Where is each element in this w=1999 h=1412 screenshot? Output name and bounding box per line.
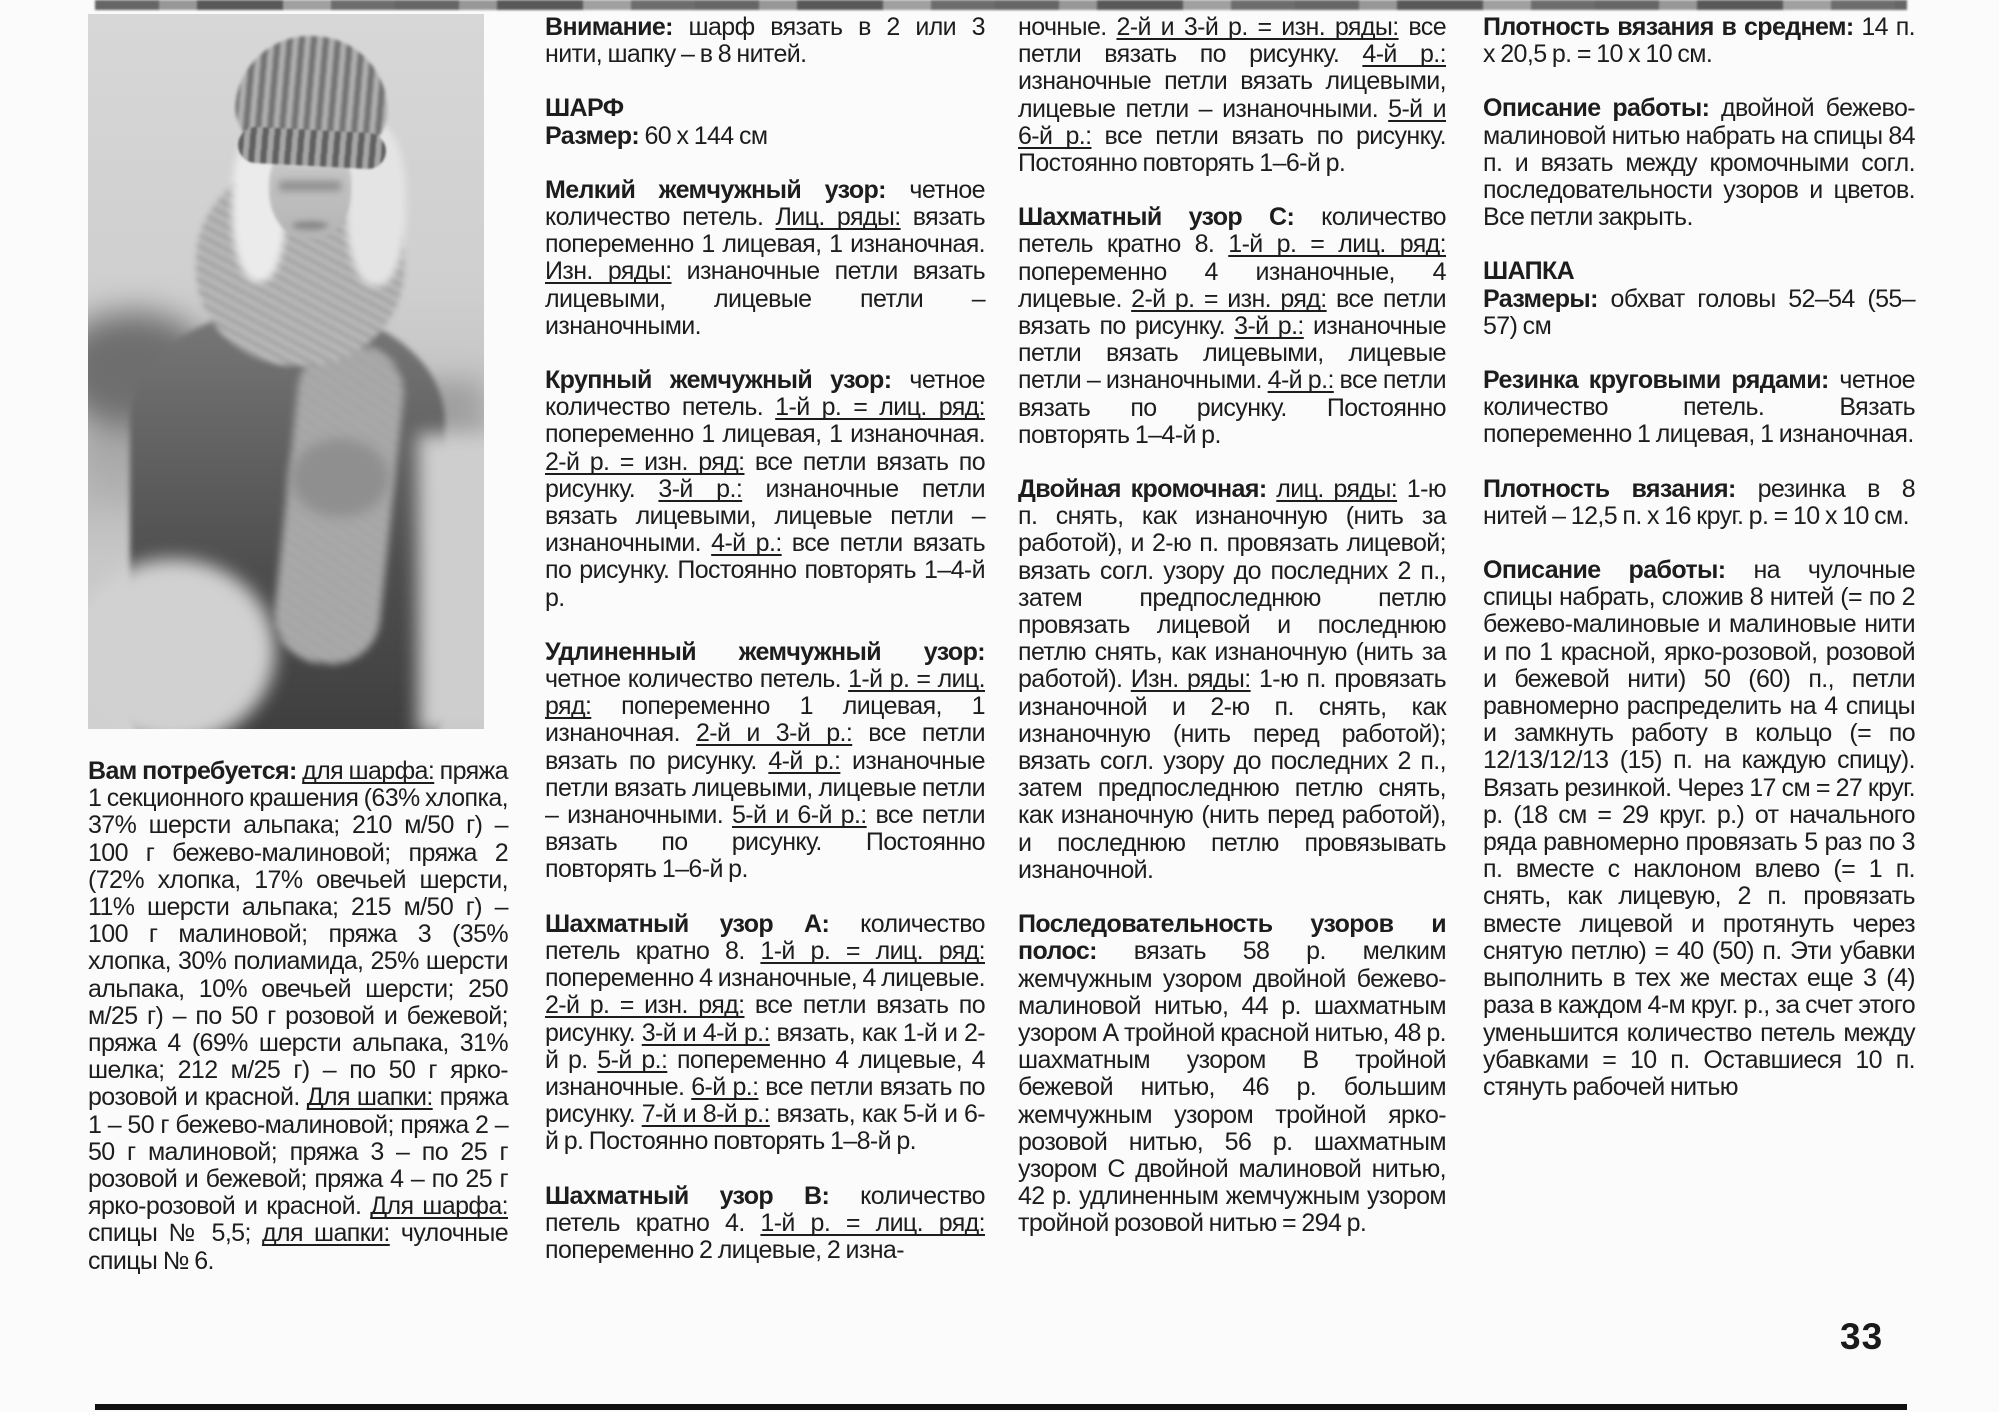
body-text: вязать, как 1-й и 2-й р. <box>545 1018 986 1074</box>
top-edge-strip <box>95 0 1907 10</box>
paragraph <box>1018 911 1446 1237</box>
bold-text: Плотность вязания: <box>1483 474 1758 503</box>
bold-text: Мелкий жемчужный узор: <box>545 175 910 204</box>
underlined-text: 3-й и 4-й р.: <box>641 1018 770 1047</box>
body-text: изнаночные петли вязать лицевыми, лицевые петли – изнаночными. <box>545 474 985 558</box>
bold-text: Вам потребуется: <box>88 757 303 785</box>
underlined-text: Для шапки: <box>306 1083 433 1112</box>
body-text: попеременно 1 лицевая, 1 изнаночная. <box>545 420 985 449</box>
photo-hands <box>291 439 389 517</box>
body-text: все петли вязать по рисунку. <box>1018 14 1446 69</box>
underlined-text: Изн. ряды: <box>1130 665 1251 694</box>
body-text: шарф вязать в 2 или 3 нити, шапку – в 8 нитей. <box>545 14 985 69</box>
underlined-text: 1-й р. = лиц. ряд: <box>1228 230 1447 259</box>
body-text: изнаночные петли вязать лицевыми, лицевые петли – изнаночными. <box>545 257 985 340</box>
bold-text: Двойная кромочная: <box>1018 475 1277 504</box>
body-text: количество петель кратно 8. <box>1018 203 1446 259</box>
bold-text: Удлиненный жемчужный узор: <box>545 637 985 666</box>
body-text: все петли вязать по рисунку. <box>1018 284 1446 341</box>
underlined-text: 6-й р.: <box>691 1072 759 1101</box>
underlined-text: 4-й р.: <box>768 746 841 775</box>
paragraph <box>545 95 985 149</box>
underlined-text: 4-й р.: <box>1267 366 1334 395</box>
underlined-text: 2-й р. = изн. ряд: <box>545 447 745 476</box>
photo-pants <box>418 434 484 729</box>
body-text: все петли вязать по рисунку. <box>545 991 985 1047</box>
body-text: все петли вязать по рисунку. Постоянно повторять 1–6-й р. <box>545 801 985 884</box>
bold-text: Шахматный узор В: <box>545 1181 861 1210</box>
paragraph <box>1483 557 1915 1101</box>
column-1 <box>88 14 508 1412</box>
column-2 <box>545 14 985 1412</box>
body-text: вязать 58 р. мелким жемчужным узором двойной бежево-малиновой нитью, 44 р. шахматным узором А тройной красной нитью, 48 р. шахматным узором В тройной бежевой нитью, 46 р. большим жемчужным узором тройной ярко-розовой нитью, 56 р. шахматным узором С двойной малиновой нитью, 42 р. удлиненным жемчужным узором тройной розовой нитью = 294 р. <box>1018 937 1446 1238</box>
body-text: обхват головы 52–54 (55–57) см <box>1483 284 1916 340</box>
body-text: попеременно 4 изнаночные, 4 лицевые. <box>545 964 985 993</box>
body-text: пряжа 1 секционного крашения (63% хлопка, 37% шерсти альпака; 210 м/50 г) – 100 г бежево-малиновой; пряжа 2 (72% хлопка, 17% овечьей шерсти, 11% шерсти альпака; 215 м/50 г) – 100 г малиновой; пряжа 3 (35% хлопка, 30% полиамида, 25% шерсти альпака, 10% овечьей шерсти; 250 м/25 г) – по 50 г розовой и бежевой; пряжа 4 (69% шерсти альпака, 31% шелка; 212 м/25 г) – по 50 г ярко-розовой и красной. <box>88 757 508 1112</box>
bold-text: Шахматный узор А: <box>545 909 861 938</box>
bold-text: Внимание: <box>545 14 689 41</box>
body-text: попеременно 4 изнаночные, 4 лицевые. <box>1018 257 1446 313</box>
body-text: вязать попеременно 1 лицевая, 1 изнаночная. <box>545 203 986 259</box>
underlined-text: для шарфа: <box>302 757 435 785</box>
body-text: попеременно 2 лицевые, 2 изна- <box>545 1235 904 1264</box>
paragraph <box>1483 14 1915 68</box>
body-text: изнаночные петли вязать лицевыми, лицевые петли – изнаночными. <box>1018 67 1446 123</box>
bold-text: ШАПКА <box>1483 257 1575 286</box>
underlined-text: 4-й р.: <box>1362 40 1446 69</box>
body-text: 1-ю п. провязать изнаночной и 2-ю п. снять, как изнаночную (нить перед работой); вязать согл. узору до последних 2 п., затем предпоследнюю петлю снять, как изнаночную (нить перед работой), и последнюю петлю провязывать изнаночной. <box>1018 665 1446 884</box>
body-text: ночные. <box>1018 14 1117 41</box>
body-text: 60 х 144 см <box>644 121 768 150</box>
bold-text: Крупный жемчужный узор: <box>545 366 910 395</box>
column-4 <box>1483 14 1915 1412</box>
body-text: попеременно 4 лицевые, 4 изнаночные. <box>545 1045 985 1101</box>
body-text: чулочные спицы № 6. <box>88 1219 508 1275</box>
paragraph <box>1018 204 1446 449</box>
body-text: на чулочные спицы набрать, сложив 8 нитей (= по 2 бежево-малиновые и малиновые нити и по 1 красной, ярко-розовой, розовой и бежевой нити) 50 (60) п., петли равномерно распределить на 4 спицы и замкнуть работу в кольцо (= по 12/13/12/13 (15) п. на каждую спицу). Вязать резинкой. Через 17 см = 27 круг. р. (18 см = 29 круг. р.) от начального ряда равномерно провязать 5 раз по 3 п. вместе с наклоном влево (= 1 п. снять, как лицевую, 2 п. провязать вместе лицевой и протянуть через снятую петлю) = 40 (50) п. Эти убавки выполнить в тех же местах еще 3 (4) раза в каждом 4-м круг. р., за счет этого уменьшится количество петель между убавками = 10 п. Оставшиеся 10 п. стянуть рабочей нитью <box>1483 556 1915 1101</box>
paragraph <box>545 177 985 340</box>
underlined-text: 2-й и 3-й р. = изн. ряды: <box>1116 14 1399 41</box>
column-1-text <box>88 758 508 1275</box>
model-photo <box>88 14 484 729</box>
body-text: все петли вязать по рисунку. Постоянно повторять 1–4-й р. <box>545 529 985 612</box>
bold-text: Шахматный узор С: <box>1018 203 1322 232</box>
underlined-text: 7-й и 8-й р.: <box>641 1100 770 1129</box>
body-text: все петли вязать по рисунку. Постоянно повторять 1–6-й р. <box>1018 121 1446 178</box>
body-text: четное количество петель. <box>545 665 849 694</box>
page-content <box>88 14 1918 1412</box>
body-text: все петли вязать по рисунку. <box>545 1072 985 1129</box>
underlined-text: 3-й р.: <box>658 474 743 503</box>
body-text: четное количество петель. <box>545 366 985 422</box>
body-text: все петли вязать по рисунку. <box>545 719 986 775</box>
paragraph <box>545 367 985 612</box>
bottom-rule <box>95 1404 1907 1410</box>
bold-text: Последовательность узоров и полос: <box>1018 910 1446 966</box>
underlined-text: 5-й р.: <box>597 1045 668 1074</box>
bold-text: Описание работы: <box>1483 94 1722 123</box>
underlined-text: лиц. ряды: <box>1276 475 1398 504</box>
body-text: попеременно 1 лицевая, 1 изнаночная. <box>545 692 985 748</box>
body-text: все петли вязать по рисунку. <box>545 447 985 503</box>
body-text: четное количество петель. Вязать попеременно 1 лицевая, 1 изнаночная. <box>1483 366 1915 449</box>
body-text: спицы № 5,5; <box>88 1219 262 1248</box>
bold-text: Размер: <box>545 121 645 150</box>
body-text: количество петель кратно 4. <box>545 1181 985 1237</box>
body-text: количество петель кратно 8. <box>545 909 985 965</box>
paragraph <box>1483 367 1915 449</box>
body-text: двойной бежево-малиновой нитью набрать на спицы 84 п. и вязать между кромочными согл. последовательности узоров и цветов. Все петли закрыть. <box>1483 94 1915 232</box>
paragraph <box>1483 95 1915 231</box>
paragraph <box>88 758 508 1275</box>
paragraph <box>1483 258 1915 340</box>
bold-text: Плотность вязания в среднем: <box>1483 14 1862 41</box>
body-text: изнаночные петли вязать лицевыми, лицевые петли – изнаночными. <box>545 746 985 830</box>
underlined-text: 2-й и 3-й р.: <box>695 719 853 748</box>
underlined-text: Изн. ряды: <box>545 257 672 286</box>
body-text: 1-ю п. снять, как изнаночную (нить за работой), и 2-ю п. провязать лицевой; вязать согл. узору до последних 2 п., затем предпоследнюю петлю провязать лицевой и последнюю петлю снять, как изнаночную (нить за работой). <box>1018 475 1446 694</box>
body-text: четное количество петель. <box>545 175 985 232</box>
body-text: все петли вязать по рисунку. Постоянно повторять 1–4-й р. <box>1018 366 1446 449</box>
underlined-text: 1-й р. = лиц. ряд: <box>760 936 985 965</box>
photo-eyes <box>279 181 341 191</box>
paragraph <box>545 639 985 884</box>
page-number: 33 <box>1840 1316 1884 1357</box>
column-3 <box>1018 14 1446 1412</box>
underlined-text: 5-й и 6-й р.: <box>731 801 867 830</box>
photo-mouth <box>292 221 328 230</box>
underlined-text: 1-й р. = лиц. ряд: <box>545 665 985 721</box>
underlined-text: Лиц. ряды: <box>775 203 901 232</box>
underlined-text: 1-й р. = лиц. ряд: <box>775 393 985 422</box>
paragraph <box>545 911 985 1156</box>
bold-text: Резинка круговыми рядами: <box>1483 366 1840 395</box>
bold-text: Описание работы: <box>1483 556 1754 585</box>
underlined-text: 4-й р.: <box>711 529 782 558</box>
underlined-text: 2-й р. = изн. ряд: <box>1131 284 1327 313</box>
underlined-text: 1-й р. = лиц. ряд: <box>760 1208 985 1237</box>
underlined-text: для шапки: <box>261 1219 390 1248</box>
underlined-text: 5-й и 6-й р.: <box>1018 94 1446 150</box>
paragraph <box>1018 14 1446 177</box>
underlined-text: 3-й р.: <box>1234 312 1304 341</box>
underlined-text: 2-й р. = изн. ряд: <box>545 991 745 1020</box>
body-text: вязать, как 5-й и 6-й р. Постоянно повторять 1–8-й р. <box>545 1100 986 1156</box>
body-text: 14 п. х 20,5 р. = 10 х 10 см. <box>1483 14 1915 69</box>
paragraph <box>1018 476 1446 884</box>
paragraph <box>545 1183 985 1265</box>
bold-text: ШАРФ <box>545 94 624 123</box>
paragraph <box>1483 476 1915 530</box>
underlined-text: Для шарфа: <box>370 1192 508 1221</box>
body-text: резинка в 8 нитей – 12,5 п. х 16 круг. р. = 10 х 10 см. <box>1483 474 1915 530</box>
bold-text: Размеры: <box>1483 284 1611 313</box>
body-text: пряжа 1 – 50 г бежево-малиновой; пряжа 2 – 50 г малиновой; пряжа 3 – по 25 г розовой и бежевой; пряжа 4 – по 25 г ярко-розовой и красной. <box>88 1083 509 1221</box>
body-text: изнаночные петли вязать лицевыми, лицевые петли – изнаночными. <box>1018 312 1446 395</box>
paragraph <box>545 14 985 68</box>
photo-hat-brim <box>237 126 387 170</box>
